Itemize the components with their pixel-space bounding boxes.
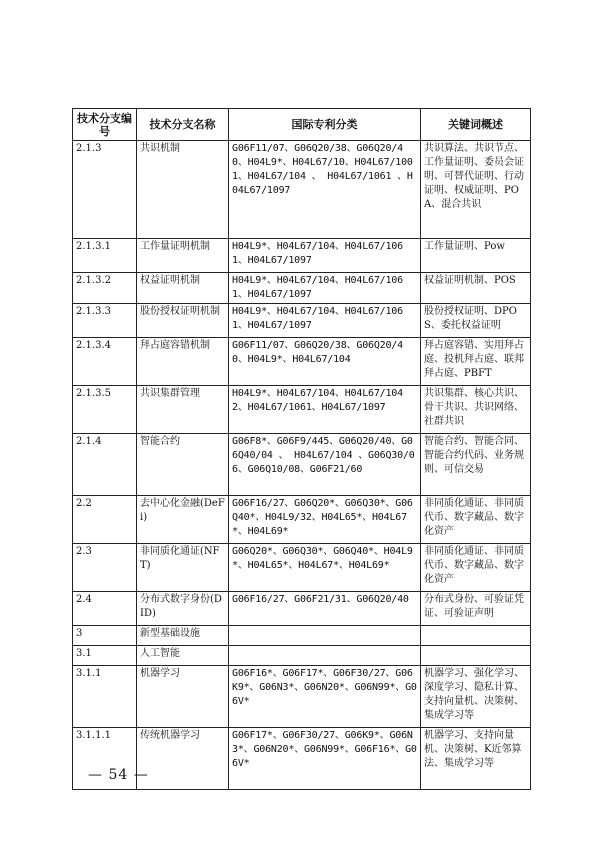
- cell-keywords: 分布式身份、可验证凭证、可验证声明: [421, 592, 531, 626]
- cell-branch-name: 分布式数字身份(DID): [137, 592, 229, 626]
- cell-branch-name: 拜占庭容错机制: [137, 338, 229, 386]
- cell-keywords: 股份授权证明、DPOS、委托权益证明: [421, 304, 531, 338]
- cell-branch-id: 2.4: [73, 592, 137, 626]
- cell-branch-id: 2.1.3.5: [73, 386, 137, 434]
- cell-keywords: 机器学习、支持向量机、决策树、K近邻算法、集成学习等: [421, 728, 531, 790]
- cell-branch-name: 共识集群管理: [137, 386, 229, 434]
- cell-ipc: G06F11/07、G06Q20/38、G06Q20/40、H04L9*、H04L67/104: [229, 338, 421, 386]
- cell-ipc: G06F16/27、G06Q20*、G06Q30*、G06Q40*、H04L9/32、H04L65*、H04L67*、H04L69*: [229, 496, 421, 544]
- cell-ipc: H04L9*、H04L67/104、H04L67/1061、H04L67/1097: [229, 273, 421, 304]
- cell-keywords: 共识算法、共识节点、工作量证明、委员会证明、可替代证明、行动证明、权威证明、POA、混合共识: [421, 141, 531, 239]
- cell-branch-id: 3.1.1.1: [73, 728, 137, 790]
- cell-keywords: [421, 626, 531, 646]
- table-row: [73, 304, 531, 338]
- cell-ipc: H04L9*、H04L67/104、H04L67/1061、H04L67/1097: [229, 304, 421, 338]
- cell-ipc: G06F17*、G06F30/27、G06K9*、G06N3*、G06N20*、G06N99*、G06F16*、G06V*: [229, 728, 421, 790]
- table-row: [73, 646, 531, 666]
- cell-branch-name: 机器学习: [137, 666, 229, 728]
- cell-branch-name: 共识机制: [137, 141, 229, 239]
- cell-ipc: H04L9*、H04L67/104、H04L67/1061、H04L67/1097: [229, 239, 421, 273]
- header-branch-id: 技术分支编号: [73, 109, 137, 141]
- cell-keywords: 共识集群、核心共识、骨干共识、共识网络、社群共识: [421, 386, 531, 434]
- cell-ipc: G06F16*、G06F17*、G06F30/27、G06K9*、G06N3*、G06N20*、G06N99*、G06V*: [229, 666, 421, 728]
- cell-branch-name: 新型基础设施: [137, 626, 229, 646]
- cell-branch-name: 人工智能: [137, 646, 229, 666]
- cell-ipc: [229, 626, 421, 646]
- table-row: [73, 592, 531, 626]
- page-number: — 54 —: [88, 767, 149, 783]
- cell-ipc: G06F11/07、G06Q20/38、G06Q20/40、H04L9*、H04L67/10、H04L67/1001、H04L67/104 、 H04L67/1061 、H04L67/1097: [229, 141, 421, 239]
- cell-branch-id: 2.1.3: [73, 141, 137, 239]
- cell-ipc: [229, 646, 421, 666]
- cell-branch-id: 3: [73, 626, 137, 646]
- cell-ipc: G06F16/27、G06F21/31、G06Q20/40: [229, 592, 421, 626]
- cell-branch-name: 非同质化通证(NFT): [137, 544, 229, 592]
- cell-branch-name: 传统机器学习: [137, 728, 229, 790]
- table-body: [73, 141, 531, 790]
- cell-keywords: 非同质化通证、非同质代币、数字藏品、数字化资产: [421, 544, 531, 592]
- header-branch-name: 技术分支名称: [137, 109, 229, 141]
- header-ipc: 国际专利分类: [229, 109, 421, 141]
- cell-branch-id: 2.2: [73, 496, 137, 544]
- cell-branch-name: 去中心化金融(DeFi): [137, 496, 229, 544]
- table-row: [73, 338, 531, 386]
- cell-ipc: G06Q20*、G06Q30*、G06Q40*、H04L9*、H04L65*、H04L67*、H04L69*: [229, 544, 421, 592]
- cell-keywords: 拜占庭容错、实用拜占庭、投机拜占庭、联邦拜占庭、PBFT: [421, 338, 531, 386]
- table-header-row: [73, 109, 531, 141]
- cell-branch-name: 智能合约: [137, 434, 229, 496]
- cell-keywords: [421, 646, 531, 666]
- header-keywords: 关键词概述: [421, 109, 531, 141]
- cell-keywords: 权益证明机制、POS: [421, 273, 531, 304]
- table-row: [73, 141, 531, 239]
- cell-keywords: 机器学习、强化学习、深度学习、隐私计算、支持向量机、决策树、集成学习等: [421, 666, 531, 728]
- cell-branch-id: 2.1.3.4: [73, 338, 137, 386]
- cell-branch-id: 3.1: [73, 646, 137, 666]
- cell-branch-id: 2.1.3.1: [73, 239, 137, 273]
- cell-branch-id: 2.1.4: [73, 434, 137, 496]
- cell-branch-name: 股份授权证明机制: [137, 304, 229, 338]
- cell-branch-name: 权益证明机制: [137, 273, 229, 304]
- table-row: [73, 626, 531, 646]
- cell-keywords: 智能合约、智能合同、智能合约代码、业务规则、可信交易: [421, 434, 531, 496]
- cell-branch-id: 2.3: [73, 544, 137, 592]
- table-row: [73, 544, 531, 592]
- cell-keywords: 工作量证明、Pow: [421, 239, 531, 273]
- cell-keywords: 非同质化通证、非同质代币、数字藏品、数字化资产: [421, 496, 531, 544]
- table-row: [73, 239, 531, 273]
- cell-ipc: G06F8*、G06F9/445、G06Q20/40、G06Q40/04 、 H04L67/104 、G06Q30/06、G06Q10/08、G06F21/60: [229, 434, 421, 496]
- patent-classification-table: [72, 108, 531, 790]
- cell-branch-id: 3.1.1: [73, 666, 137, 728]
- table-row: [73, 496, 531, 544]
- cell-branch-name: 工作量证明机制: [137, 239, 229, 273]
- table-row: [73, 386, 531, 434]
- cell-branch-id: 2.1.3.3: [73, 304, 137, 338]
- table-row: [73, 273, 531, 304]
- table-row: [73, 666, 531, 728]
- cell-ipc: H04L9*、H04L67/104、H04L67/1042、H04L67/1061、H04L67/1097: [229, 386, 421, 434]
- table-row: [73, 434, 531, 496]
- cell-branch-id: 2.1.3.2: [73, 273, 137, 304]
